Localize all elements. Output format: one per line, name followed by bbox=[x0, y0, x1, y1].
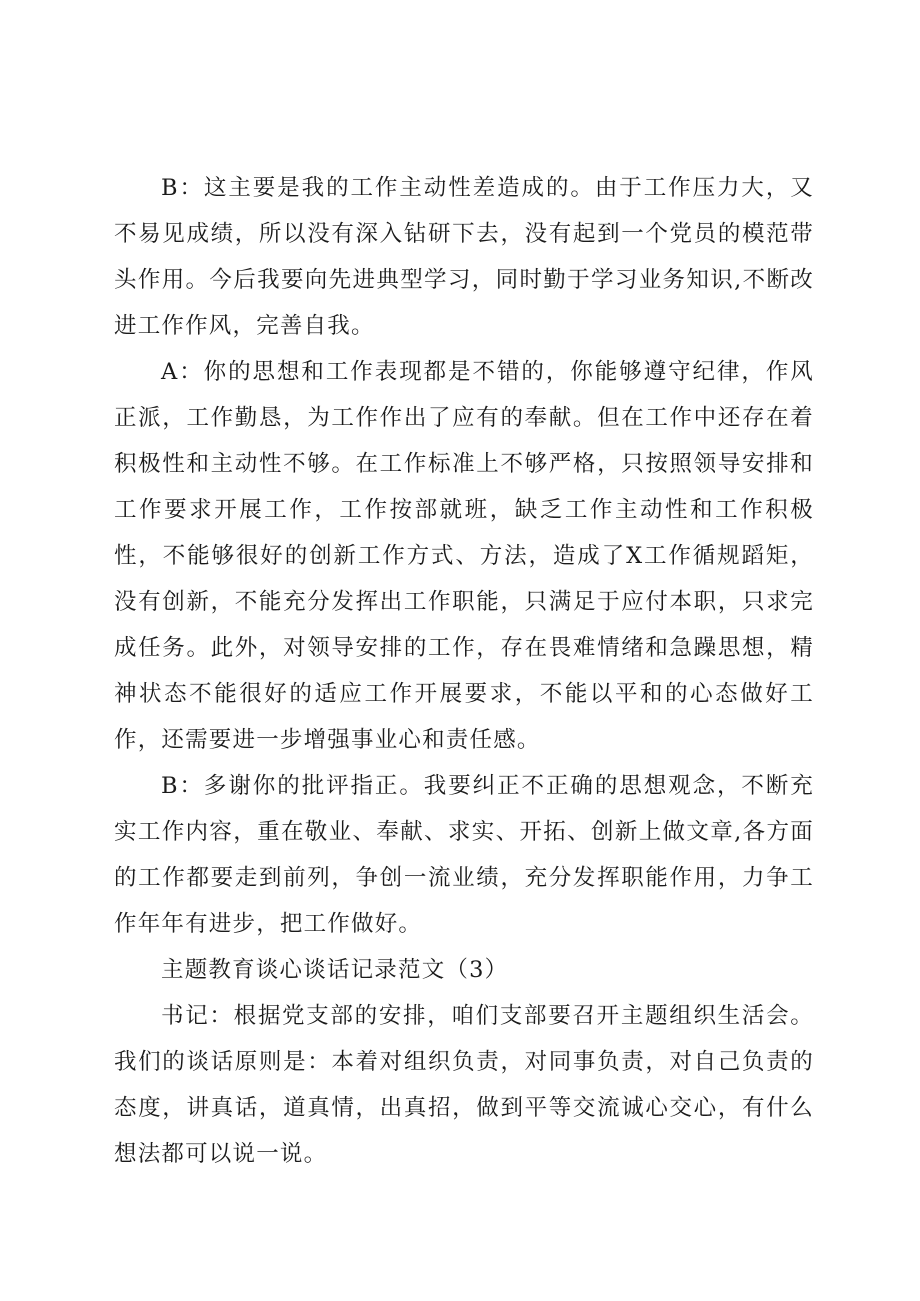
document-body bbox=[114, 165, 814, 1177]
paragraph-b-response: B：这主要是我的工作主动性差造成的。由于工作压力大，又不易见成绩，所以没有深入钻研下去，没有起到一个党员的模范带头作用。今后我要向先进典型学习，同时勤于学习业务知识,不断改进工作作风，完善自我。 bbox=[114, 175, 814, 339]
paragraph-b-thanks: B：多谢你的批评指正。我要纠正不正确的思想观念，不断充实工作内容，重在敬业、奉献、求实、开拓、创新上做文章,各方面的工作都要走到前列，争创一流业绩，充分发挥职能作用，力争工作年年有进步，把工作做好。 bbox=[114, 773, 814, 937]
paragraph-a-feedback: A：你的思想和工作表现都是不错的，你能够遵守纪律，作风正派，工作勤恳，为工作作出了应有的奉献。但在工作中还存在着积极性和主动性不够。在工作标准上不够严格，只按照领导安排和工作要求开展工作，工作按部就班，缺乏工作主动性和工作积极性，不能够很好的创新工作方式、方法，造成了X工作循规蹈矩，没有创新，不能充分发挥出工作职能，只满足于应付本职，只求完成任务。此外，对领导安排的工作，存在畏难情绪和急躁思想，精神状态不能很好的适应工作开展要求，不能以平和的心态做好工作，还需要进一步增强事业心和责任感。 bbox=[114, 359, 814, 753]
section-title: 主题教育谈心谈话记录范文（3） bbox=[161, 957, 509, 983]
paragraph-secretary: 书记：根据党支部的安排，咱们支部要召开主题组织生活会。我们的谈话原则是：本着对组织负责，对同事负责，对自己负责的态度，讲真话，道真情，出真招，做到平等交流诚心交心，有什么想法都可以说一说。 bbox=[114, 1003, 814, 1167]
